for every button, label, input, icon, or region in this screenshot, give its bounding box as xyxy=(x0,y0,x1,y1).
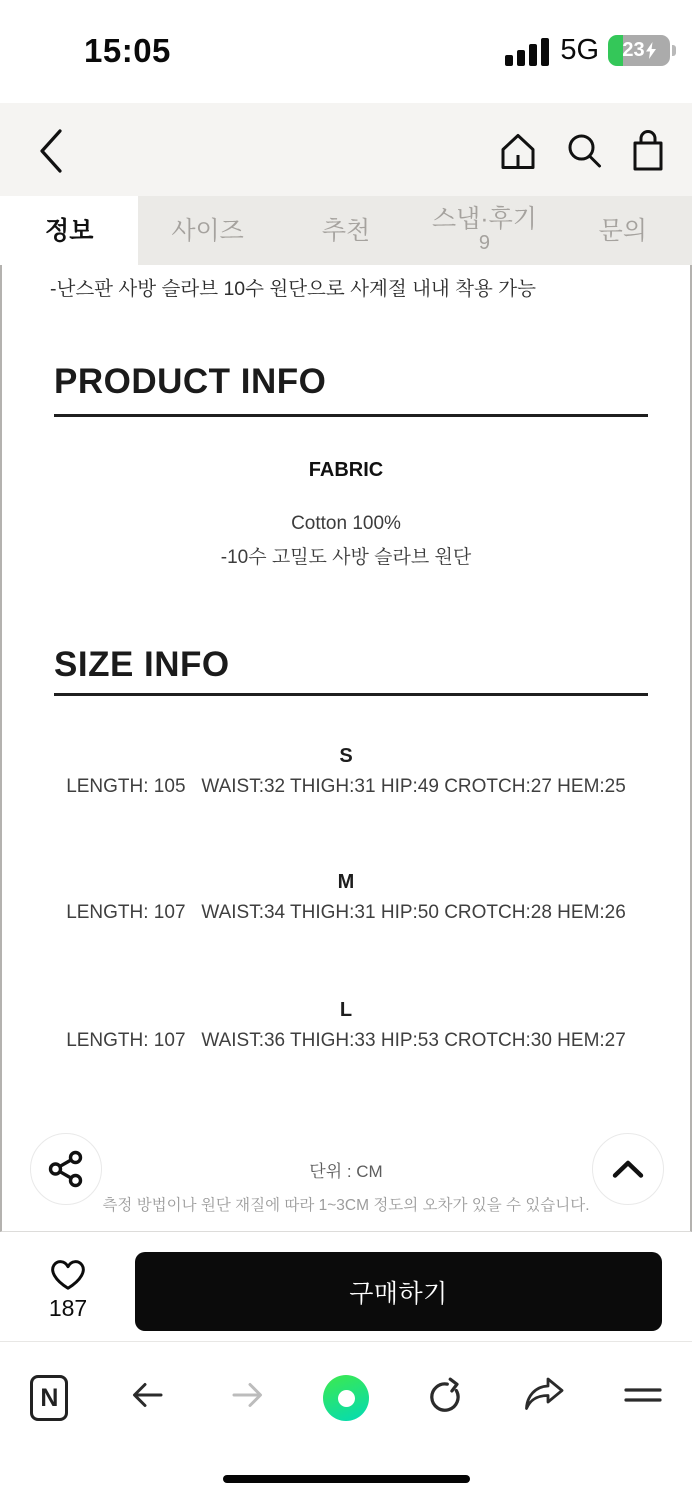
arrow-right-icon xyxy=(227,1375,267,1415)
naver-logo-icon: N xyxy=(30,1375,68,1421)
status-indicators xyxy=(505,34,676,67)
share-button[interactable] xyxy=(30,1133,102,1205)
share-page-button[interactable] xyxy=(494,1375,593,1415)
product-tabs xyxy=(0,196,692,265)
size-name: M xyxy=(337,871,355,893)
battery-percent: 23 xyxy=(622,39,645,61)
fabric-heading: FABRIC xyxy=(308,459,384,481)
arrow-left-icon xyxy=(128,1375,168,1415)
home-indicator-handle[interactable] xyxy=(223,1475,470,1483)
size-row-m xyxy=(2,870,690,924)
tab-info[interactable]: 정보 xyxy=(0,196,138,265)
heading-rule xyxy=(54,414,648,417)
fabric-details xyxy=(2,507,690,575)
browser-forward-button[interactable] xyxy=(198,1375,297,1415)
home-button[interactable] xyxy=(496,130,540,172)
size-row-s xyxy=(2,744,690,798)
product-detail-content xyxy=(0,265,692,1232)
naver-home-button[interactable] xyxy=(297,1375,396,1421)
home-icon xyxy=(496,130,540,172)
heading-rule xyxy=(54,693,648,696)
toolbar-menu-button[interactable] xyxy=(593,1375,692,1415)
scroll-to-top-button[interactable] xyxy=(592,1133,664,1205)
signal-strength-icon xyxy=(505,36,551,66)
refresh-icon xyxy=(424,1375,466,1417)
network-type-label: 5G xyxy=(560,34,599,66)
size-name: S xyxy=(339,745,353,767)
unit-note: 단위 : CM xyxy=(309,1162,383,1181)
green-dot-icon xyxy=(323,1375,369,1421)
like-button[interactable] xyxy=(36,1254,100,1322)
tolerance-note: 측정 방법이나 원단 재질에 따라 1~3CM 정도의 오차가 있을 수 있습니다. xyxy=(102,1197,590,1214)
buy-button[interactable]: 구매하기 xyxy=(135,1252,662,1331)
size-row-l xyxy=(2,998,690,1052)
fabric-description: -10수 고밀도 사방 슬라브 원단 xyxy=(220,547,472,568)
tab-recommend[interactable]: 추천 xyxy=(321,216,371,245)
share-arrow-icon xyxy=(522,1375,566,1415)
battery-indicator xyxy=(608,35,676,66)
shopping-bag-icon xyxy=(628,129,668,173)
like-count: 187 xyxy=(48,1295,88,1321)
search-icon xyxy=(564,131,604,171)
charging-bolt-icon xyxy=(646,42,656,59)
review-count: 9 xyxy=(478,232,490,254)
tab-snap-reviews[interactable]: 스냅·후기 9 xyxy=(431,205,537,254)
chevron-up-icon xyxy=(610,1159,646,1179)
refresh-button[interactable] xyxy=(395,1375,494,1417)
naver-app-button[interactable] xyxy=(0,1375,99,1421)
search-button[interactable] xyxy=(564,131,604,171)
battery-icon xyxy=(608,35,670,66)
clock: 15:05 xyxy=(84,32,171,69)
browser-back-button[interactable] xyxy=(99,1375,198,1415)
size-info-heading: SIZE INFO xyxy=(54,645,230,684)
chevron-left-icon xyxy=(38,128,64,174)
fabric-composition: Cotton 100% xyxy=(291,513,401,534)
status-bar xyxy=(0,0,692,103)
size-measurements: LENGTH: 105 WAIST:32 THIGH:31 HIP:49 CROTCH:27 HEM:25 xyxy=(66,776,626,797)
share-nodes-icon xyxy=(47,1150,85,1188)
back-button[interactable] xyxy=(38,127,68,175)
size-measurements: LENGTH: 107 WAIST:36 THIGH:33 HIP:53 CROTCH:30 HEM:27 xyxy=(66,1030,626,1051)
app-nav-bar xyxy=(0,103,692,196)
tab-size[interactable]: 사이즈 xyxy=(171,216,244,245)
purchase-bar xyxy=(0,1232,692,1341)
tab-inquiry[interactable]: 문의 xyxy=(598,216,647,245)
size-measurements: LENGTH: 107 WAIST:34 THIGH:31 HIP:50 CROTCH:28 HEM:26 xyxy=(66,902,626,923)
fabric-intro-line: -난스판 사방 슬라브 10수 원단으로 사계절 내내 착용 가능 xyxy=(50,278,536,300)
menu-icon xyxy=(624,1375,662,1415)
cart-button[interactable] xyxy=(628,129,668,173)
heart-icon xyxy=(47,1254,89,1292)
product-info-heading: PRODUCT INFO xyxy=(54,362,327,401)
size-name: L xyxy=(339,999,353,1021)
